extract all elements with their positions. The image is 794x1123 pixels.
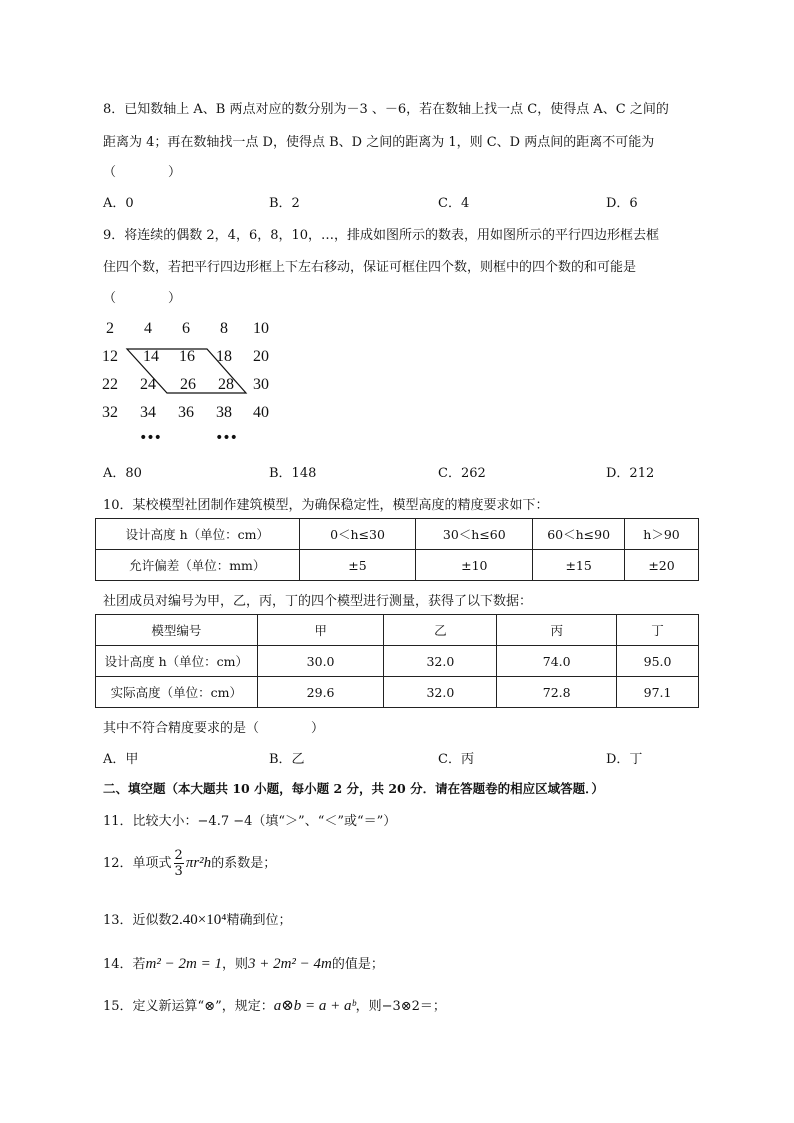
q9-option-a: A．80 [103, 466, 142, 481]
q10-options [103, 748, 703, 768]
q10-option-a: A．甲 [103, 752, 139, 767]
even-number-grid [103, 318, 283, 448]
q14-mid: ，则 [221, 957, 248, 972]
q14-expression-1: m² − 2m = 1 [145, 956, 222, 972]
continuation-dots: ••• [215, 430, 237, 446]
measurement-table [95, 614, 699, 708]
q8-option-a: A．0 [103, 196, 134, 211]
grid-cell: 14 [143, 348, 159, 365]
q12-suffix: 的系数是； [211, 856, 277, 871]
table-cell: 29.6 [257, 677, 384, 708]
grid-cell: 20 [253, 348, 269, 365]
q8-line1: 8．已知数轴上 A、B 两点对应的数分别为－3 、－6，若在数轴上找一点 C，使得点 A、C 之间的 [103, 102, 669, 117]
table-cell: ±20 [625, 550, 699, 581]
q13-suffix: 精确到位； [226, 913, 292, 928]
table-cell: 74.0 [497, 646, 617, 677]
q8-options [103, 192, 703, 212]
table-cell: 32.0 [384, 646, 497, 677]
grid-cell: 30 [253, 376, 269, 393]
table-cell: 甲 [257, 615, 384, 646]
table-cell: ±15 [533, 550, 625, 581]
grid-cell: 22 [102, 376, 118, 393]
grid-cell: 36 [178, 404, 194, 421]
table-cell: 设计高度 h（单位：cm） [96, 519, 300, 550]
grid-cell: 6 [182, 320, 190, 337]
table-cell: 允许偏差（单位：mm） [96, 550, 300, 581]
q9-paren: （ ） [103, 291, 182, 306]
table-row [96, 550, 699, 581]
section-2-heading: 二、填空题（本大题共 10 小题，每小题 2 分，共 20 分．请在答题卷的相应区域答题．） [103, 781, 604, 796]
table-cell: 60＜h≤90 [533, 519, 625, 550]
q12-expression: πr²h [185, 855, 212, 871]
grid-cell: 24 [140, 376, 156, 393]
table-cell: 97.1 [617, 677, 699, 708]
q15-suffix: ，则−3⊗2＝； [355, 999, 446, 1014]
grid-cell: 32 [102, 404, 118, 421]
q9-option-b: B．148 [269, 466, 317, 481]
q8-paren: （ ） [103, 165, 182, 180]
q10-option-c: C．丙 [438, 752, 474, 767]
q12 [103, 843, 276, 883]
grid-cell: 28 [218, 376, 234, 393]
q8-option-d: D．6 [606, 196, 638, 211]
q15-expression: a⊗b = a + aᵇ [273, 998, 356, 1014]
grid-cell: 16 [179, 348, 195, 365]
grid-cell: 26 [180, 376, 196, 393]
q12-prefix: 12．单项式 [103, 856, 172, 871]
table-row [96, 677, 699, 708]
grid-cell: 10 [253, 320, 269, 337]
q9-line2: 住四个数，若把平行四边形框上下左右移动，保证可框住四个数，则框中的四个数的和可能是 [103, 260, 637, 275]
fraction-denominator: 3 [174, 864, 183, 879]
table-cell: 丙 [497, 615, 617, 646]
table-cell: 72.8 [497, 677, 617, 708]
grid-cell: 4 [144, 320, 152, 337]
table-cell: 丁 [617, 615, 699, 646]
q9-option-d: D．212 [606, 466, 655, 481]
table-cell: 模型编号 [96, 615, 258, 646]
grid-cell: 8 [220, 320, 228, 337]
table-cell: 95.0 [617, 646, 699, 677]
q14 [103, 953, 384, 973]
q14-expression-2: 3 + 2m² − 4m [247, 956, 332, 972]
table-cell: 乙 [384, 615, 497, 646]
fraction-numerator: 2 [174, 848, 183, 863]
continuation-dots: ••• [139, 430, 161, 446]
grid-cell: 2 [106, 320, 114, 337]
q10-option-d: D．丁 [606, 752, 643, 767]
tolerance-table [95, 518, 699, 581]
table-cell: h＞90 [625, 519, 699, 550]
q8-line2: 距离为 4；再在数轴找一点 D，使得点 B、D 之间的距离为 1，则 C、D 两点间的距离不可能为 [103, 135, 655, 150]
grid-cell: 40 [253, 404, 269, 421]
q8-option-c: C．4 [438, 196, 470, 211]
q9-line1: 9．将连续的偶数 2，4，6，8，10，…，排成如图所示的数表，用如图所示的平行四边形框去框 [103, 228, 660, 243]
table-cell: 30＜h≤60 [416, 519, 533, 550]
grid-cell: 34 [140, 404, 156, 421]
q11: 11．比较大小：−4.7 −4（填“＞”、“＜”或“＝”） [103, 814, 397, 829]
q15 [103, 995, 446, 1015]
table-cell: 实际高度（单位：cm） [96, 677, 258, 708]
q9-options [103, 462, 703, 482]
table-row [96, 519, 699, 550]
grid-cell: 18 [216, 348, 232, 365]
q13-expression: 2.40×10⁴ [171, 912, 227, 928]
q10-question: 其中不符合精度要求的是（ ） [103, 721, 325, 736]
q15-prefix: 15．定义新运算“⊗”，规定： [103, 999, 274, 1014]
table-cell: 设计高度 h（单位：cm） [96, 646, 258, 677]
grid-cell: 38 [216, 404, 232, 421]
grid-cell: 12 [102, 348, 118, 365]
q14-suffix: 的值是； [331, 957, 384, 972]
table-cell: 30.0 [257, 646, 384, 677]
q10-intro: 10．某校模型社团制作建筑模型，为确保稳定性，模型高度的精度要求如下： [103, 498, 549, 513]
q13-prefix: 13．近似数 [103, 913, 172, 928]
q9-option-c: C．262 [438, 466, 486, 481]
table-cell: 0＜h≤30 [299, 519, 416, 550]
table-row [96, 646, 699, 677]
table-cell: ±10 [416, 550, 533, 581]
table-row [96, 615, 699, 646]
table-cell: 32.0 [384, 677, 497, 708]
q10-option-b: B．乙 [269, 752, 305, 767]
table-cell: ±5 [299, 550, 416, 581]
q13 [103, 909, 292, 929]
q10-mid-text: 社团成员对编号为甲，乙，丙，丁的四个模型进行测量，获得了以下数据： [103, 594, 533, 609]
q8-option-b: B．2 [269, 196, 300, 211]
q14-prefix: 14．若 [103, 957, 146, 972]
fraction [174, 848, 184, 879]
